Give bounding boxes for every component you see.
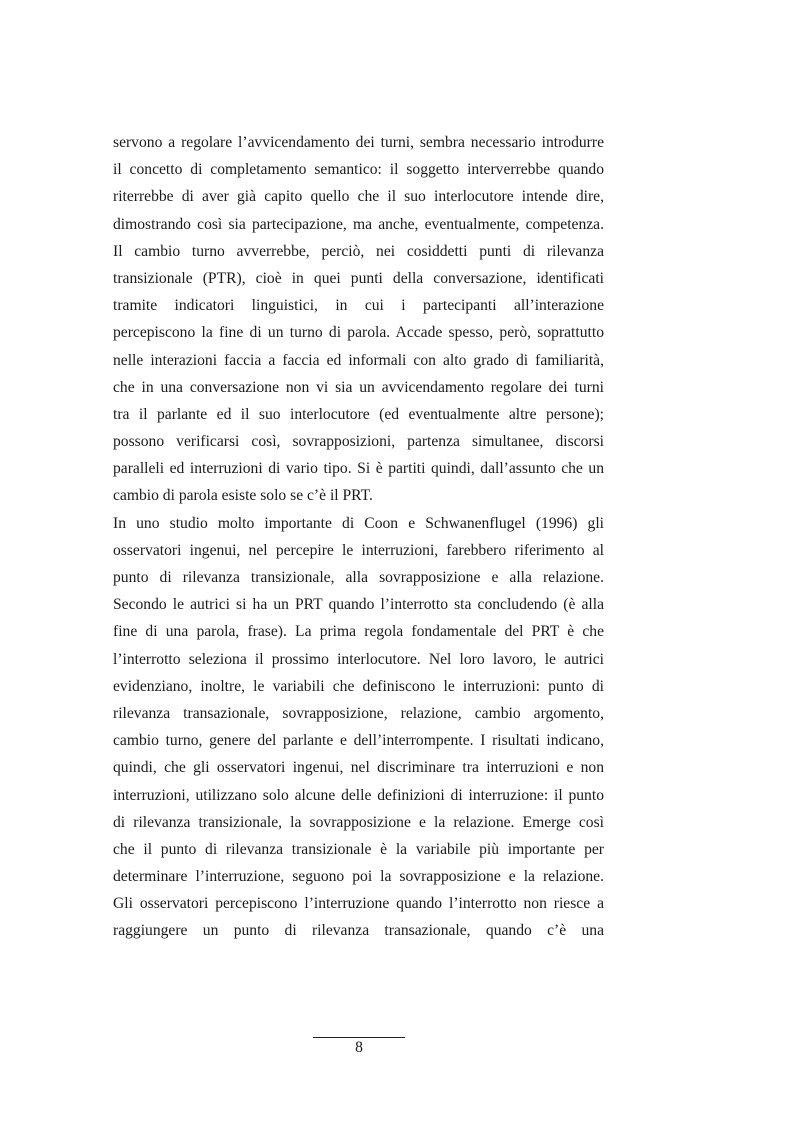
text-line: transizionale (PTR), cioè in quei punti della conversazione, identificati: [113, 269, 604, 287]
text-line: di rilevanza transizionale, la sovrapposizione e la relazione. Emerge così: [113, 813, 604, 831]
text-line: In uno studio molto importante di Coon e Schwanenflugel (1996) gli: [113, 514, 604, 532]
footer-divider: [313, 1037, 405, 1038]
text-line: fine di una parola, frase). La prima regola fondamentale del PRT è che: [113, 623, 604, 641]
text-line: tramite indicatori linguistici, in cui i partecipanti all’interazione: [113, 297, 604, 315]
text-line: determinare l’interruzione, seguono poi la sovrapposizione e la relazione.: [113, 868, 604, 886]
body-text: [113, 129, 604, 945]
text-line: dimostrando così sia partecipazione, ma anche, eventualmente, competenza.: [113, 215, 604, 233]
text-line: paralleli ed interruzioni di vario tipo. Si è partiti quindi, dall’assunto che un: [113, 460, 604, 478]
text-line: Il cambio turno avverrebbe, perciò, nei cosiddetti punti di rilevanza: [113, 242, 604, 260]
text-line: cambio di parola esiste solo se c’è il PRT.: [113, 487, 373, 505]
page-number: 8: [355, 1039, 363, 1056]
text-line: cambio turno, genere del parlante e dell’interrompente. I risultati indicano,: [113, 732, 604, 750]
text-line: riterrebbe di aver già capito quello che il suo interlocutore intende dire,: [113, 188, 604, 206]
text-line: Gli osservatori percepiscono l’interruzione quando l’interrotto non riesce a: [113, 895, 604, 913]
text-line: interruzioni, utilizzano solo alcune delle definizioni di interruzione: il punto: [113, 786, 604, 804]
text-line: servono a regolare l’avvicendamento dei turni, sembra necessario introdurre: [113, 134, 604, 151]
text-line: che in una conversazione non vi sia un avvicendamento regolare dei turni: [113, 378, 604, 396]
text-line: quindi, che gli osservatori ingenui, nel discriminare tra interruzioni e non: [113, 759, 604, 777]
text-line: rilevanza transazionale, sovrapposizione, relazione, cambio argomento,: [113, 704, 604, 722]
text-line: che il punto di rilevanza transizionale è la variabile più importante per: [113, 840, 604, 858]
text-line: percepiscono la fine di un turno di parola. Accade spesso, però, soprattutto: [113, 324, 604, 342]
text-line: evidenziano, inoltre, le variabili che definiscono le interruzioni: punto di: [113, 677, 604, 695]
text-line: Secondo le autrici si ha un PRT quando l’interrotto sta concludendo (è alla: [113, 596, 604, 614]
text-line: il concetto di completamento semantico: il soggetto interverrebbe quando: [113, 161, 604, 179]
text-line: osservatori ingenui, nel percepire le interruzioni, farebbero riferimento al: [113, 541, 604, 559]
text-line: l’interrotto seleziona il prossimo interlocutore. Nel loro lavoro, le autrici: [113, 650, 604, 668]
text-line: raggiungere un punto di rilevanza transazionale, quando c’è una: [113, 922, 604, 940]
text-line: possono verificarsi così, sovrapposizioni, partenza simultanee, discorsi: [113, 433, 604, 451]
text-line: nelle interazioni faccia a faccia ed informali con alto grado di familiarità,: [113, 351, 604, 369]
text-line: tra il parlante ed il suo interlocutore (ed eventualmente altre persone);: [113, 405, 604, 423]
text-line: punto di rilevanza transizionale, alla sovrapposizione e alla relazione.: [113, 569, 604, 586]
